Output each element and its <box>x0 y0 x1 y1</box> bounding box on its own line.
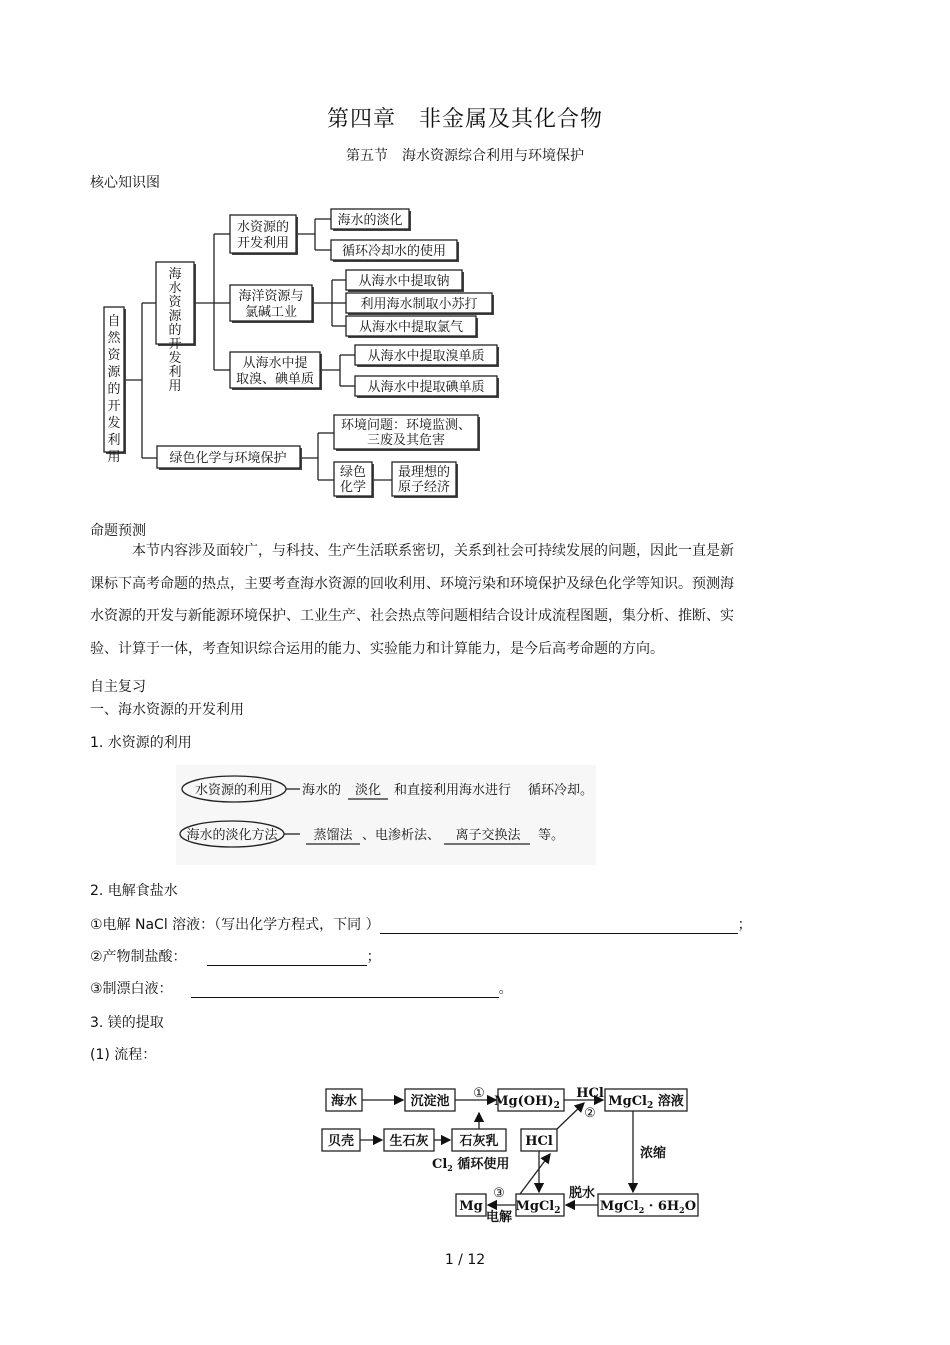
flow-label: (1) 流程： <box>90 1047 157 1063</box>
map-branch-a-label: 海水资源的开发利用 <box>168 267 182 394</box>
map-extract-box <box>230 352 322 390</box>
answer-desalination: 淡化 <box>354 783 382 798</box>
svg-text:生石灰: 生石灰 <box>389 1134 429 1149</box>
core-map-heading: 核心知识图 <box>90 175 160 191</box>
svg-text:三废及其危害: 三废及其危害 <box>366 433 446 448</box>
svg-text:MgCl2: MgCl$_2$ <box>515 1199 561 1216</box>
map-leaf-desalination <box>331 209 411 231</box>
core-knowledge-map <box>95 200 515 505</box>
svg-text:开发利用: 开发利用 <box>236 236 290 251</box>
svg-text:氯碱工业: 氯碱工业 <box>244 305 298 320</box>
map-branch-green <box>157 446 302 470</box>
step-2-marker: ② <box>584 1106 596 1121</box>
svg-text:等。: 等。 <box>538 828 565 843</box>
map-root-box <box>104 307 126 465</box>
svg-text:环境问题：环境监测、: 环境问题：环境监测、 <box>340 418 472 433</box>
answer-blank[interactable] <box>191 981 499 998</box>
flow-box-quicklime <box>384 1129 434 1151</box>
svg-text:化学: 化学 <box>339 480 367 495</box>
answer-distillation: 蒸馏法 <box>313 828 353 843</box>
map-leaf-bromine <box>355 345 499 367</box>
map-leaf-cooling <box>331 240 459 262</box>
water-use-figure <box>176 765 596 865</box>
svg-text:水资源的: 水资源的 <box>236 220 290 235</box>
svg-text:MgCl2 溶液: MgCl$_2$ 溶液 <box>608 1094 684 1111</box>
flow-box-settle <box>405 1089 455 1111</box>
flow-label-cl2-cycle: $Cl_2$ 循环使用 <box>432 1157 510 1173</box>
svg-text:和直接利用海水进行: 和直接利用海水进行 <box>394 783 512 798</box>
answer-ion-exchange: 离子交换法 <box>455 828 521 843</box>
question-hydrochloric-acid: ②产物制盐酸： ； <box>90 949 381 965</box>
svg-text:原子经济: 原子经济 <box>397 480 451 495</box>
flow-box-slaked-lime <box>452 1129 506 1151</box>
svg-text:循环冷却水的使用: 循环冷却水的使用 <box>341 244 447 259</box>
flow-box-mgoh2 <box>494 1089 564 1111</box>
svg-text:循环冷却。: 循环冷却。 <box>528 783 594 798</box>
flow-box-hcl <box>521 1129 557 1151</box>
map-branch-seawater <box>156 262 196 394</box>
svg-text:从海水中提取溴单质: 从海水中提取溴单质 <box>367 349 485 364</box>
svg-text:Mg(OH)2: $Mg(OH)_2$ <box>494 1094 560 1111</box>
flow-box-mgcl2 <box>515 1194 564 1216</box>
svg-text:利用海水制取小苏打: 利用海水制取小苏打 <box>360 297 478 312</box>
map-branch-b-label: 绿色化学与环境保护 <box>169 451 287 466</box>
map-water-dev-box <box>230 215 298 255</box>
flow-box-mg <box>456 1194 486 1216</box>
chapter-title: 第四章 非金属及其化合物 <box>326 107 603 132</box>
map-leaf-baking-soda <box>346 293 494 315</box>
svg-text:绿色: 绿色 <box>339 465 367 480</box>
review-heading: 自主复习 <box>90 679 146 695</box>
svg-text:从海水中提取钠: 从海水中提取钠 <box>358 274 450 289</box>
flow-label-electrolysis: 电解 <box>485 1210 513 1225</box>
svg-text:海洋资源与: 海洋资源与 <box>238 289 304 304</box>
svg-text:海水的: 海水的 <box>302 783 342 798</box>
forecast-heading: 命题预测 <box>90 523 146 539</box>
section-title: 第五节 海水资源综合利用与环境保护 <box>346 148 584 164</box>
question-electrolysis: ①电解 NaCl 溶液：（写出化学方程式，下同 ） ； <box>90 917 752 933</box>
flow-label-dehydrate: 脱水 <box>568 1186 596 1201</box>
forecast-paragraph <box>90 535 790 665</box>
section-heading-1: 一、海水资源的开发利用 <box>90 702 244 718</box>
svg-text:贝壳: 贝壳 <box>327 1134 355 1149</box>
map-leaf-chlorine <box>346 316 478 338</box>
map-root-label: 自然资源的开发利用 <box>107 314 121 465</box>
flow-label-hcl: HCl <box>576 1086 604 1101</box>
answer-blank[interactable] <box>207 949 367 966</box>
svg-text:海水: 海水 <box>330 1094 358 1109</box>
forecast-line: 本节内容涉及面较广，与科技、生产生活联系密切，关系到社会可持续发展的问题，因此一直是新 <box>132 543 734 559</box>
map-leaf-sodium <box>346 270 464 292</box>
svg-text:水资源的利用: 水资源的利用 <box>194 783 274 798</box>
flow-box-seawater <box>326 1089 362 1111</box>
step-1-marker: ① <box>473 1086 485 1101</box>
question-bleach: ③制漂白液： 。 <box>90 981 513 997</box>
flow-box-hydrate <box>598 1194 698 1216</box>
forecast-line: 课标下高考命题的热点，主要考查海水资源的回收利用、环境污染和环境保护及绿色化学等知识。预测海 <box>90 575 734 592</box>
item-heading-2: 2. 电解食盐水 <box>90 883 178 899</box>
map-ocean-chem-box <box>230 285 314 323</box>
flow-box-mgcl2-solution <box>605 1089 687 1111</box>
step-3-marker: ③ <box>493 1186 505 1201</box>
forecast-line: 水资源的开发与新能源环境保护、工业生产、社会热点等问题相结合设计成流程图题，集分析、推断、实 <box>90 608 734 624</box>
svg-text:、电渗析法、: 、电渗析法、 <box>362 828 441 843</box>
item-heading-3: 3. 镁的提取 <box>90 1015 164 1031</box>
svg-text:沉淀池: 沉淀池 <box>410 1094 450 1109</box>
item-heading-1: 1. 水资源的利用 <box>90 735 192 751</box>
svg-text:石灰乳: 石灰乳 <box>459 1134 499 1149</box>
map-leaf-env-issue <box>334 415 480 451</box>
svg-text:从海水中提取碘单质: 从海水中提取碘单质 <box>367 380 485 395</box>
forecast-line: 验、计算于一体，考查知识综合运用的能力、实验能力和计算能力，是今后高考命题的方向。 <box>90 640 664 657</box>
svg-text:海水的淡化: 海水的淡化 <box>337 213 403 228</box>
svg-text:MgCl2 · 6H2O: MgCl$_2$ · $6H_2O$ <box>599 1199 697 1215</box>
svg-text:Mg: Mg <box>459 1199 483 1214</box>
svg-text:从海水中提取氯气: 从海水中提取氯气 <box>358 320 464 335</box>
page-number: 1 / 12 <box>444 1252 486 1268</box>
svg-text:HCl: HCl <box>525 1134 553 1149</box>
map-leaf-iodine <box>355 376 499 398</box>
svg-text:海水的淡化方法: 海水的淡化方法 <box>186 828 278 843</box>
svg-text:取溴、碘单质: 取溴、碘单质 <box>235 372 315 387</box>
svg-text:最理想的: 最理想的 <box>397 465 451 480</box>
flow-box-shell <box>322 1129 360 1151</box>
magnesium-flow-chart <box>318 1078 708 1228</box>
answer-blank[interactable] <box>380 917 738 934</box>
flow-label-concentrate: 浓缩 <box>640 1146 667 1161</box>
map-leaf-atom-economy <box>392 462 458 498</box>
svg-text:从海水中提: 从海水中提 <box>242 356 308 371</box>
map-leaf-green-chem <box>334 462 374 498</box>
